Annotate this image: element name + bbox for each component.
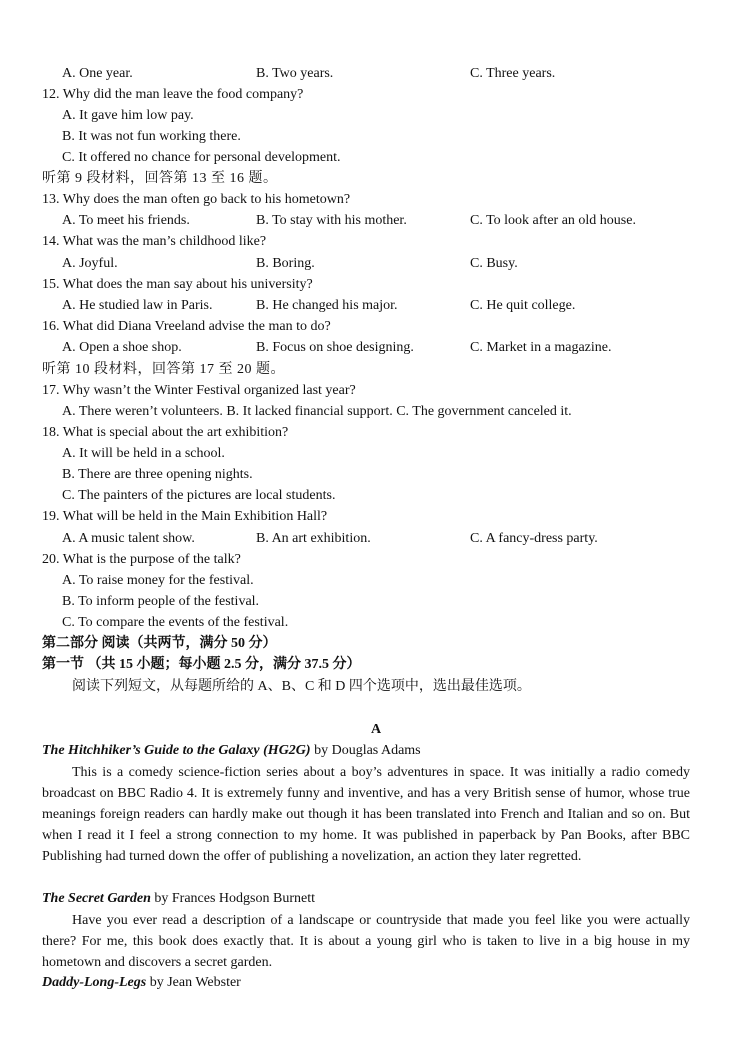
passage-letter: A [370,722,382,737]
book-1-author: by Douglas Adams [310,743,421,758]
q13-option-a: A. To meet his friends. [62,213,190,228]
q11-option-b: B. Two years. [256,66,334,81]
q15-option-b: B. He changed his major. [256,298,398,313]
q12-option-a: A. It gave him low pay. [62,108,194,123]
q15-option-a: A. He studied law in Paris. [62,298,213,313]
q14-option-a: A. Joyful. [62,256,118,271]
q11-option-a: A. One year. [62,66,133,81]
q20-option-c: C. To compare the events of the festival. [62,615,289,630]
q15-option-c: C. He quit college. [470,298,576,313]
book-2-description: Have you ever read a description of a landscape or countryside that made you feel like you were actually there? For me, this book does exactly that. It is about a young girl who is taken to live in a big house in my hometown and discovers a secret garden. [42,913,690,970]
q20-option-b: B. To inform people of the festival. [62,594,260,609]
q14-question: 14. What was the man’s childhood like? [42,234,267,249]
q13-option-c: C. To look after an old house. [470,213,636,228]
part-2-heading: 第二部分 阅读（共两节，满分 50 分） [42,636,277,651]
book-3-title: Daddy-Long-Legs [42,975,147,990]
q18-option-c: C. The painters of the pictures are local students. [62,488,336,503]
book-2-title: The Secret Garden [42,891,151,906]
q13-question: 13. Why does the man often go back to his hometown? [42,192,351,207]
q11-option-c: C. Three years. [470,66,556,81]
q12-question: 12. Why did the man leave the food company? [42,87,304,102]
q20-question: 20. What is the purpose of the talk? [42,552,241,567]
q19-question: 19. What will be held in the Main Exhibition Hall? [42,509,328,524]
section-1-heading: 第一节 （共 15 小题；每小题 2.5 分，满分 37.5 分） [42,657,361,672]
q13-option-b: B. To stay with his mother. [256,213,407,228]
book-1-description: This is a comedy science-fiction series about a boy’s adventures in space. It was initially a radio comedy broadcast on BBC Radio 4. It is extremely funny and inventive, and has a very British sense of humor, whose true meanings foreign readers can hardly make out though it has been translated into French and Italian and so on. But when I read it I feel a strong connection to my home. It was published in paperback by Pan Books, after BBC Publishing had turned down the offer of publishing a novelization, an action they later regretted. [42,765,690,864]
book-1-heading [42,742,421,760]
q19-option-b: B. An art exhibition. [256,531,371,546]
section-9-header: 听第 9 段材料，回答第 13 至 16 题。 [42,171,278,186]
book-2-heading [42,890,315,908]
q20-option-a: A. To raise money for the festival. [62,573,254,588]
book-3-heading [42,974,241,992]
q12-option-c: C. It offered no chance for personal development. [62,150,341,165]
q15-question: 15. What does the man say about his university? [42,277,313,292]
q18-question: 18. What is special about the art exhibition? [42,425,289,440]
q18-option-b: B. There are three opening nights. [62,467,253,482]
section-10-header: 听第 10 段材料，回答第 17 至 20 题。 [42,362,285,377]
book-3-author: by Jean Webster [146,975,241,990]
q16-option-a: A. Open a shoe shop. [62,340,182,355]
q16-question: 16. What did Diana Vreeland advise the man to do? [42,319,331,334]
q18-option-a: A. It will be held in a school. [62,446,225,461]
book-2-author: by Frances Hodgson Burnett [150,891,315,906]
q17-question: 17. Why wasn’t the Winter Festival organized last year? [42,383,356,398]
book-1-title: The Hitchhiker’s Guide to the Galaxy (HG2G) [42,743,311,758]
q17-options: A. There weren’t volunteers. B. It lacked financial support. C. The government canceled it. [62,404,572,419]
reading-instructions: 阅读下列短文，从每题所给的 A、B、C 和 D 四个选项中，选出最佳选项。 [72,679,531,694]
q14-option-c: C. Busy. [470,256,518,271]
q19-option-a: A. A music talent show. [62,531,195,546]
q12-option-b: B. It was not fun working there. [62,129,241,144]
q16-option-c: C. Market in a magazine. [470,340,612,355]
q14-option-b: B. Boring. [256,256,315,271]
q16-option-b: B. Focus on shoe designing. [256,340,414,355]
q19-option-c: C. A fancy-dress party. [470,531,598,546]
